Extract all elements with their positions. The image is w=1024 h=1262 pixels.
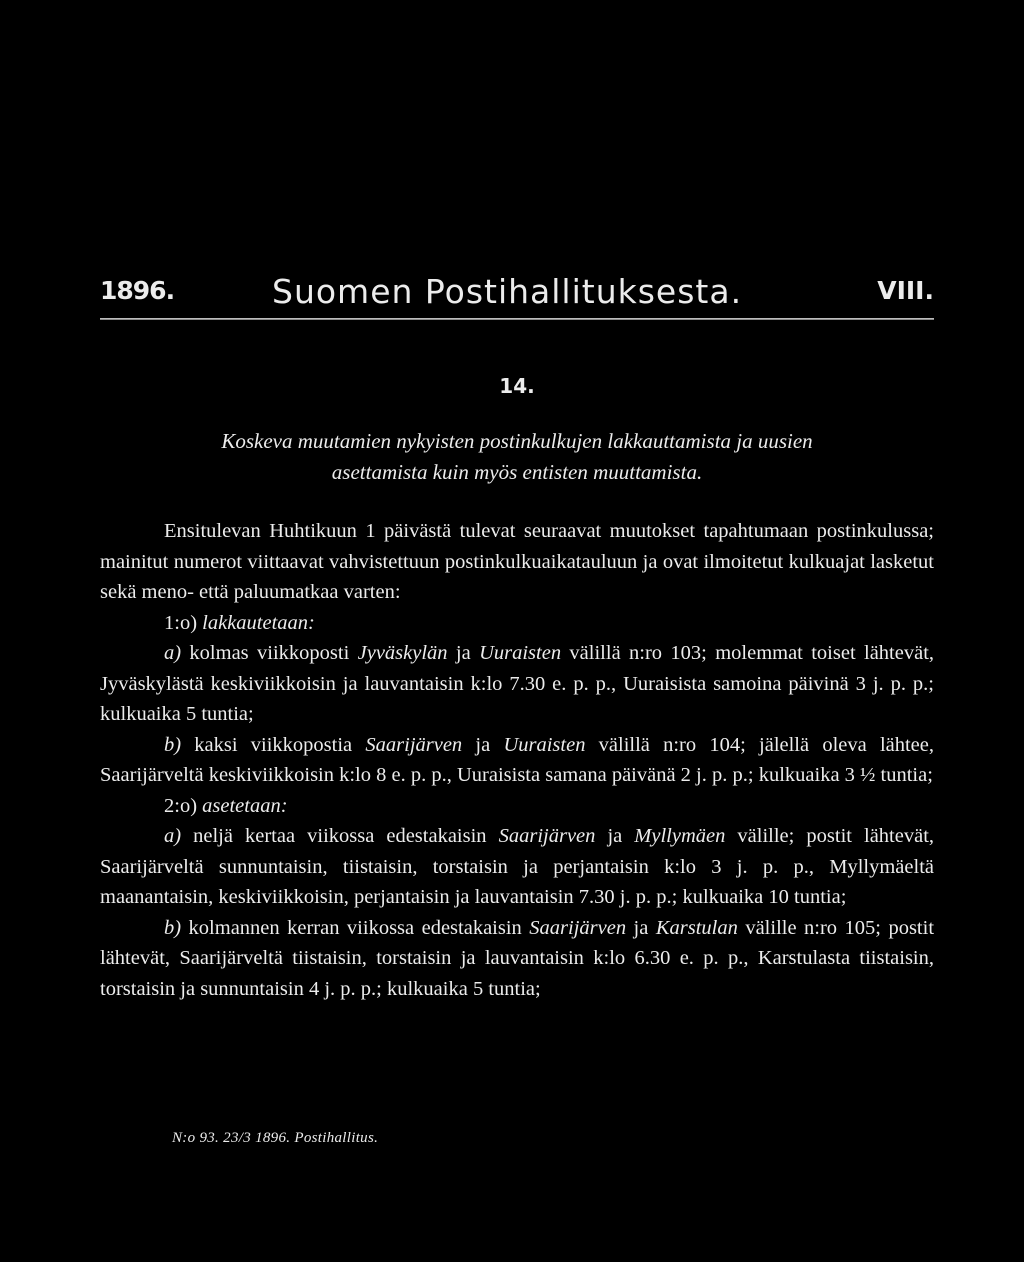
- section2-b-text2: ja: [626, 916, 656, 939]
- section2-heading: [100, 791, 934, 822]
- footer-signature: N:o 93. 23/3 1896. Postihallitus.: [172, 1130, 379, 1146]
- header-year: 1896.: [100, 276, 175, 305]
- section2-a-marker: a): [164, 825, 182, 847]
- section2-b-marker: b): [164, 916, 182, 939]
- section1-heading: [100, 608, 934, 639]
- section2-b-text3: välille n:ro 105; postit lähtevät, Saarijärveltä tiistaisin, torstaisin ja lauvantaisin k:lo 6.30 e. p. p., Karstulasta tiistaisin, torstaisin ja sunnuntaisin 4 j. p. p.; kulkuaika 5 tuntia;: [100, 916, 935, 1000]
- header-title: Suomen Postihallituksesta.: [272, 272, 743, 311]
- section2-b-place1: Saarijärven: [529, 916, 627, 939]
- intro-paragraph: Ensitulevan Huhtikuun 1 päivästä tulevat seuraavat muutokset tapahtumaan postinkulussa; mainitut numerot viittaavat vahvistettuun postinkulkuaikatauluun ja ovat ilmoitetut kulkuajat lasketut sekä meno- että paluumatkaa varten:: [100, 520, 934, 603]
- section2-a-place1: Saarijärven: [498, 825, 596, 847]
- section1-b-text3: välillä n:ro 104; jälellä oleva lähtee, Saarijärveltä keskiviikkoisin k:lo 8 e. p. p., Uuraisista samana päivänä 2 j. p. p.; kulkuaika 3 ½ tuntia;: [100, 733, 935, 786]
- section1-item-a: [100, 638, 934, 730]
- section1-a-marker: a): [164, 642, 182, 664]
- section2-a-text1: neljä kertaa viikossa edestakaisin: [181, 825, 499, 847]
- section2-a-text2: ja: [595, 825, 635, 847]
- section1-b-place1: Saarijärven: [365, 733, 463, 756]
- section1-a-place1: Jyväskylän: [357, 642, 448, 664]
- section2-a-place2: Myllymäen: [634, 825, 726, 847]
- section1-a-text2: ja: [447, 642, 480, 664]
- section2-b-text1: kolmannen kerran viikossa edestakaisin: [181, 916, 530, 939]
- heading-line-1: Koskeva muutamien nykyisten postinkulkujen lakkauttamista ja uusien: [221, 429, 813, 453]
- section1-b-marker: b): [164, 733, 182, 756]
- section2-b-place2: Karstulan: [655, 916, 738, 939]
- notice-number: 14.: [499, 374, 535, 398]
- section1-b-text1: kaksi viikkopostia: [181, 733, 366, 756]
- header-rule: [100, 318, 934, 320]
- section1-a-text3: välillä n:ro 103; molemmat toiset lähtevät, Jyväskylästä keskiviikkoisin ja lauvantaisin k:lo 7.30 e. p. p., Uuraisista samoina päivinä 3 j. p. p.; kulkuaika 5 tuntia;: [100, 642, 935, 725]
- section2-prefix: 2:o): [164, 794, 198, 817]
- section1-title: lakkautetaan:: [202, 611, 315, 634]
- notice-heading: [100, 426, 934, 488]
- section1-b-place2: Uuraisten: [503, 733, 586, 756]
- page-header: [100, 270, 934, 320]
- section1-b-text2: ja: [462, 733, 504, 756]
- heading-line-2: asettamista kuin myös entisten muuttamista.: [331, 460, 703, 484]
- section1-prefix: 1:o): [164, 611, 198, 634]
- section2-a-text3: välille; postit lähtevät, Saarijärveltä sunnuntaisin, tiistaisin, torstaisin ja perjantaisin k:lo 3 j. p. p., Myllymäeltä maanantaisin, keskiviikkoisin, perjantaisin ja lauvantaisin 7.30 j. p. p.; kulkuaika 10 tuntia;: [100, 825, 935, 908]
- section1-a-text1: kolmas viikkoposti: [181, 642, 358, 664]
- section2-item-b: [100, 913, 934, 1005]
- notice-body: [100, 516, 934, 1004]
- document-page: [100, 270, 935, 1146]
- section1-item-b: [100, 730, 934, 791]
- header-issue: VIII.: [877, 276, 934, 305]
- section2-item-a: [100, 821, 934, 913]
- section2-title: asetetaan:: [202, 794, 288, 817]
- section1-a-place2: Uuraisten: [479, 642, 562, 664]
